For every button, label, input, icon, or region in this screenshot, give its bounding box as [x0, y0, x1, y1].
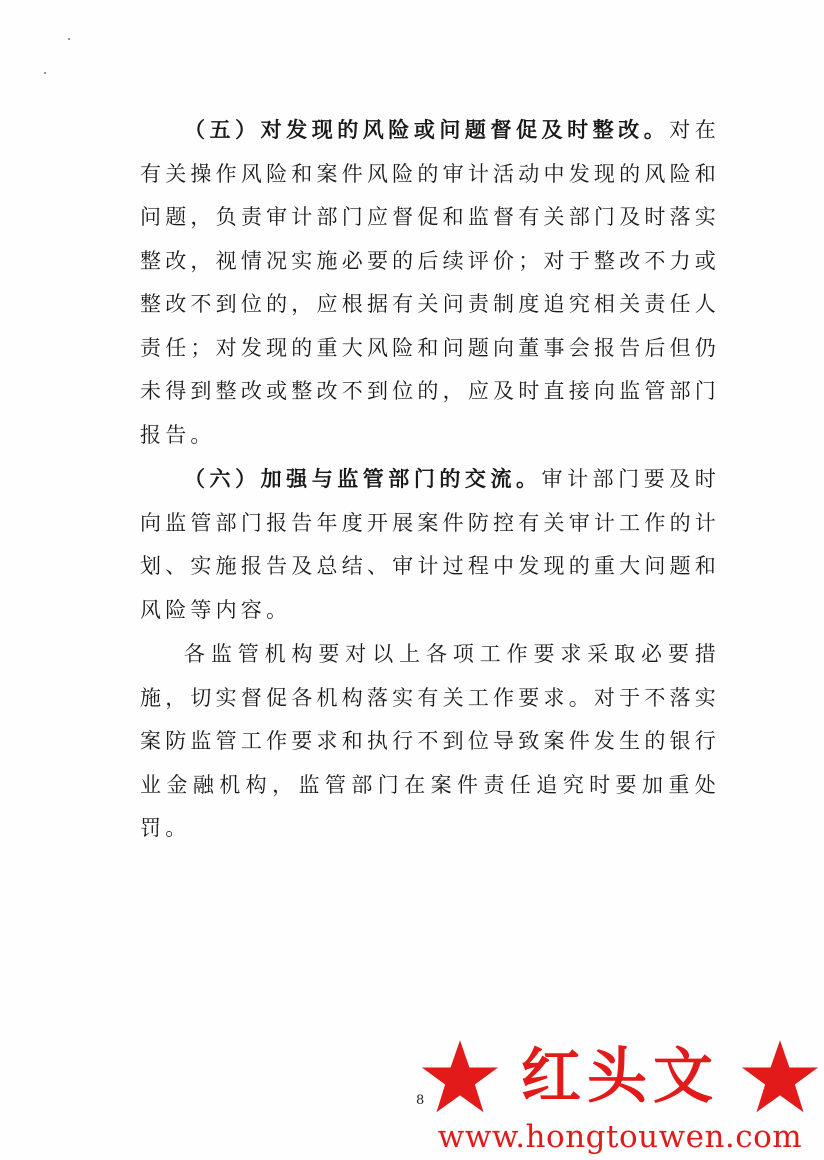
scan-speck: [68, 38, 70, 40]
paragraph-closing: [140, 632, 720, 851]
watermark: [420, 1028, 820, 1160]
paragraph-heading: （六）加强与监管部门的交流。: [184, 466, 542, 491]
paragraph-text: 审计部门要及时向监管部门报告年度开展案件防控有关审计工作的计划、实施报告及总结、审计过程中发现的重大问题和风险等内容。: [140, 467, 720, 622]
scan-speck: [44, 72, 46, 74]
paragraph-heading: （五）对发现的风险或问题督促及时整改。: [184, 117, 670, 142]
paragraph-five: [140, 108, 720, 457]
page-number: 8: [416, 1093, 425, 1108]
watermark-url[interactable]: www.hongtouwen.com: [437, 1119, 803, 1155]
star-icon: [740, 1038, 820, 1116]
document-body: [140, 108, 720, 851]
watermark-name: 红头文: [521, 1042, 719, 1112]
watermark-title: [420, 1038, 820, 1116]
star-icon: [420, 1038, 500, 1116]
paragraph-six: [140, 457, 720, 632]
paragraph-text: 各监管机构要对以上各项工作要求采取必要措施，切实督促各机构落实有关工作要求。对于不落实案防监管工作要求和执行不到位导致案件发生的银行业金融机构，监管部门在案件责任追究时要加重处罚。: [140, 642, 720, 840]
paragraph-text: 对在有关操作风险和案件风险的审计活动中发现的风险和问题，负责审计部门应督促和监督有关部门及时落实整改，视情况实施必要的后续评价；对于整改不力或整改不到位的，应根据有关问责制度追究相关责任人责任；对发现的重大风险和问题向董事会报告后但仍未得到整改或整改不到位的，应及时直接向监管部门报告。: [140, 118, 720, 447]
